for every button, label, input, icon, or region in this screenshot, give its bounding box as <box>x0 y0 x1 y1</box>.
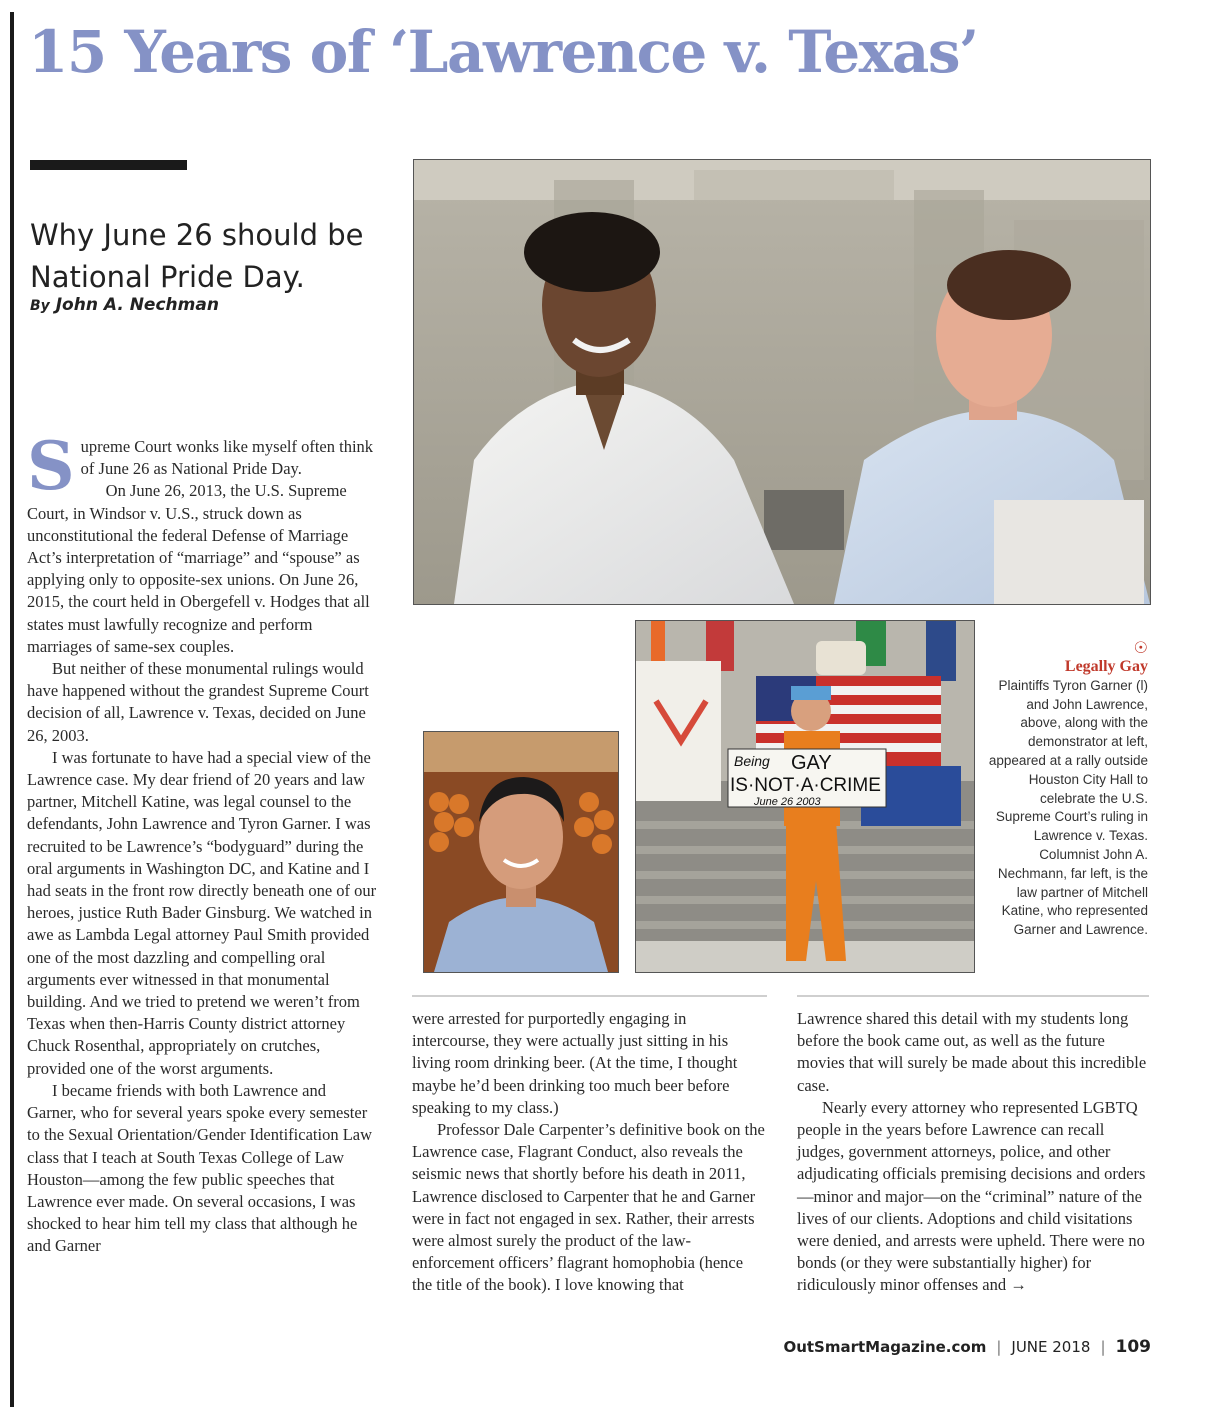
photo-caption <box>985 640 1148 940</box>
section-rule <box>30 160 187 170</box>
paragraph: I was fortunate to have had a special view of the Lawrence case. My dear friend of 20 years and law partner, Mitchell Katine, was legal counsel to the defendants, John Lawrence and Tyron Garner. I was recruited to be Lawrence’s “bodyguard” during the oral arguments in Washington DC, and Katine and I had seats in the front row directly beneath one of our heroes, justice Ruth Bader Ginsburg. We watched in awe as Lambda Legal attorney Paul Smith provided one of the most dazzling and compelling oral arguments ever witnessed in that monumental building. And we tried to pretend we weren’t from Texas when then-Harris County district attorney Chuck Rosenthal, appropriately on crutches, provided one of the worst arguments. <box>27 747 377 1078</box>
sign-line-date: June 26 2003 <box>754 796 821 808</box>
paragraph: Lawrence shared this detail with my students long before the book came out, as well as the future movies that will surely be made about this incredible case. <box>797 1009 1147 1095</box>
article-column-3 <box>797 1008 1149 1297</box>
protest-photo-illustration <box>636 621 974 972</box>
columnist-photo <box>423 731 619 973</box>
footer-issue: JUNE 2018 <box>1011 1338 1091 1356</box>
page-footer: OutSmartMagazine.com | JUNE 2018 | 109 <box>783 1337 1151 1357</box>
paragraph <box>27 427 379 505</box>
dropcap: S <box>27 427 75 505</box>
footer-site-link[interactable]: OutSmartMagazine.com <box>783 1338 987 1356</box>
camera-icon: ☉ <box>1133 640 1148 657</box>
columnist-photo-illustration <box>424 732 618 972</box>
caption-text: Plaintiffs Tyron Garner (l) and John Lawrence, above, along with the demonstrator at left, appeared at a rally outside Houston City Hall to celebrate the U.S. Supreme Court’s ruling in Lawrence v. Texas. Columnist John A. Nechmann, far left, is the law partner of Mitchell Katine, who represented Garner and Lawrence. <box>988 677 1148 938</box>
caption-title: Legally Gay <box>1064 658 1148 675</box>
paragraph: On June 26, 2013, the U.S. Supreme Court, in Windsor v. U.S., struck down as unconstitutional the federal Defense of Marriage Act’s interpretation of “marriage” and “spouse” as applying only to opposite-sex unions. On June 26, 2015, the court held in Obergefell v. Hodges that all states must lawfully recognize and perform marriages of same-sex couples. <box>27 481 370 656</box>
main-photo-illustration <box>414 160 1150 604</box>
byline-author: John A. Nechman <box>55 295 219 315</box>
page-binding-edge <box>10 12 14 1407</box>
main-photo <box>413 159 1151 605</box>
headline: 15 Years of ‘Lawrence v. Texas’ <box>28 18 978 86</box>
sign-line-being: Being <box>734 753 770 769</box>
paragraph: were arrested for purportedly engaging in intercourse, they were actually just sitting in his living room drinking beer. (At the time, I thought maybe he’d been drinking too much beer before speaking to my class.) <box>412 1009 738 1117</box>
sign-line-not-a-crime: IS·NOT·A·CRIME <box>730 775 881 796</box>
paragraph: Professor Dale Carpenter’s definitive book on the Lawrence case, Flagrant Conduct, also reveals the seismic news that shortly before his death in 2011, Lawrence disclosed to Carpenter that he and Garner were in fact not engaged in sex. Rather, their arrests were almost surely the product of the law-enforcement officers’ flagrant homophobia (hence the title of the book). I love knowing that <box>412 1120 765 1295</box>
column-rule <box>797 995 1149 997</box>
article-column-1 <box>27 427 379 1258</box>
page-number: 109 <box>1115 1337 1151 1357</box>
article-column-2 <box>412 1008 767 1297</box>
column-rule <box>412 995 767 997</box>
paragraph: I became friends with both Lawrence and Garner, who for several years spoke every semester to the Sexual Orientation/Gender Identification Law class that I teach at South Texas College of Law Houston—among the few public speeches that Lawrence ever made. On several occasions, I was shocked to hear him tell my class that although he and Garner <box>27 1080 373 1256</box>
protest-sign <box>728 749 886 808</box>
protest-photo <box>635 620 975 973</box>
paragraph: But neither of these monumental rulings would have happened without the grandest Supreme Court decision of all, Lawrence v. Texas, decided on June 26, 2003. <box>27 659 369 745</box>
paragraph: Nearly every attorney who represented LGBTQ people in the years before Lawrence can recall judges, government attorneys, police, and other adjudicating officials premising decisions and orders—minor and major—on the “criminal” nature of the lives of our clients. Adoptions and child visitations were denied, and arrests were upheld. There were no bonds (or they were substantially higher) for ridiculously minor offenses and → <box>797 1097 1146 1295</box>
sign-line-gay: GAY <box>791 752 832 774</box>
deck: Why June 26 should be National Pride Day. <box>30 218 364 295</box>
paragraph-text: upreme Court wonks like myself often think of June 26 as National Pride Day. <box>80 437 374 479</box>
byline-prefix: By <box>30 298 50 314</box>
byline <box>30 295 219 315</box>
